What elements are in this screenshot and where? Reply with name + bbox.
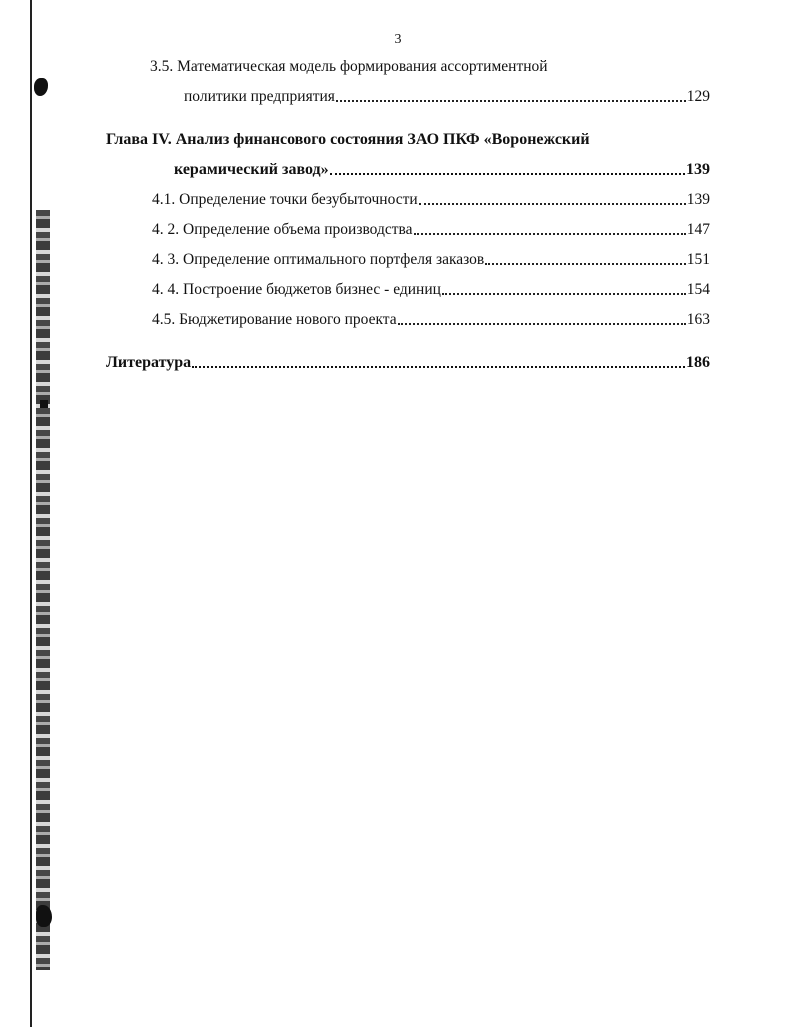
toc-page-number: 163 — [686, 311, 710, 328]
toc-leader-dots — [414, 233, 686, 235]
toc-entry-text: политики предприятия — [184, 88, 335, 105]
toc-entry-4-2[interactable] — [152, 221, 710, 239]
toc-entry-text: 4. 3. Определение оптимального портфеля заказов — [152, 251, 485, 268]
toc-leader-dots — [398, 323, 686, 325]
toc-entry-text: Литература — [106, 354, 192, 371]
toc-page-number: 139 — [686, 191, 710, 208]
scan-edge-line — [30, 0, 32, 1027]
page-number: 3 — [394, 32, 402, 47]
scan-blot — [40, 400, 48, 408]
toc-page-number: 151 — [686, 251, 710, 268]
toc-entry-4-3[interactable] — [152, 251, 710, 269]
toc-entry-text: 4.5. Бюджетирование нового проекта — [152, 311, 397, 328]
toc-page-number: 139 — [686, 161, 710, 178]
toc-page-number: 186 — [686, 354, 710, 371]
toc-entry-3-5-line1: 3.5. Математическая модель формирования ассортиментной — [150, 58, 548, 75]
toc-leader-dots — [485, 263, 686, 265]
toc-literature[interactable] — [106, 354, 710, 372]
toc-page-number: 154 — [686, 281, 710, 298]
toc-entry-text: 4.1. Определение точки безубыточности — [152, 191, 418, 208]
toc-leader-dots — [419, 203, 686, 205]
toc-page-number: 129 — [686, 88, 710, 105]
toc-chapter-4[interactable] — [174, 161, 710, 179]
toc-leader-dots — [336, 100, 686, 102]
toc-chapter-4-line1: Глава IV. Анализ финансового состояния ЗАО ПКФ «Воронежский — [106, 131, 590, 148]
toc-entry-text: 4. 2. Определение объема производства — [152, 221, 413, 238]
toc-leader-dots — [192, 366, 685, 368]
toc-leader-dots — [330, 173, 685, 175]
toc-leader-dots — [442, 293, 686, 295]
toc-entry-4-1[interactable] — [152, 191, 710, 209]
toc-page-number: 147 — [686, 221, 710, 238]
scan-smudge — [36, 210, 50, 970]
toc-entry-text: 4. 4. Построение бюджетов бизнес - единиц — [152, 281, 441, 298]
scan-blot — [34, 78, 48, 96]
toc-entry-text: керамический завод» — [174, 161, 329, 178]
toc-entry-4-4[interactable] — [152, 281, 710, 299]
scan-blot — [36, 905, 52, 927]
toc-entry-4-5[interactable] — [152, 311, 710, 329]
toc-entry-3-5[interactable] — [184, 88, 710, 106]
